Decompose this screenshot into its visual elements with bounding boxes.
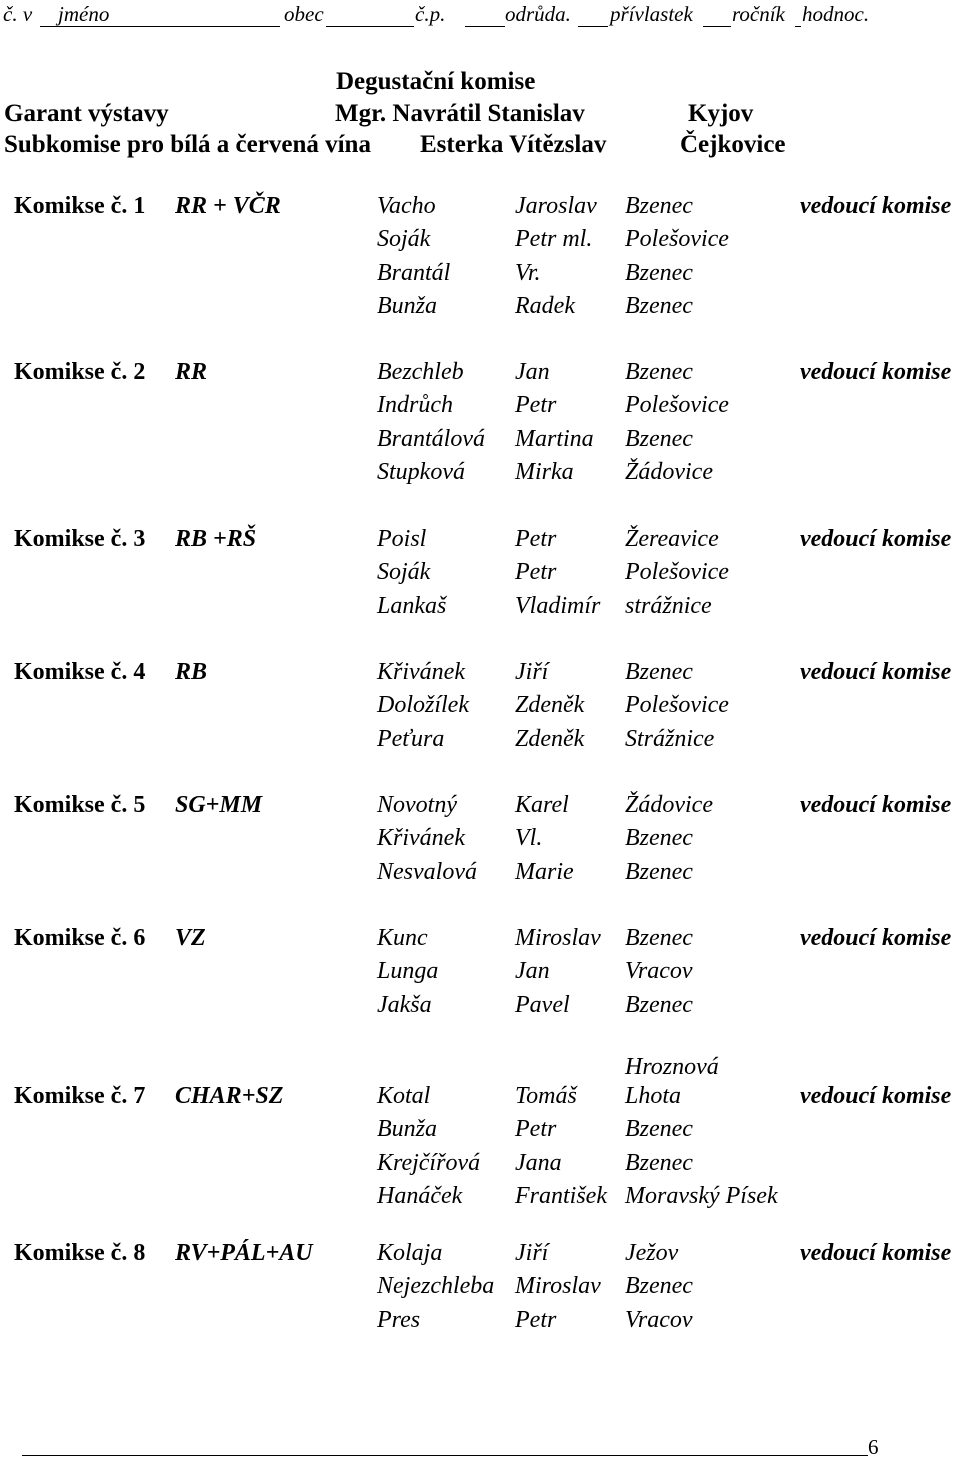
commission-type: VZ (175, 925, 206, 951)
garant-name: Mgr. Navrátil Stanislav (335, 100, 585, 127)
commission-type: RV+PÁL+AU (175, 1240, 313, 1266)
member-place: Polešovice (625, 226, 729, 253)
commission-type: RR + VČR (175, 193, 281, 219)
member-surname: Hanáček (377, 1183, 463, 1210)
member-surname: Peťura (377, 725, 445, 752)
member-role: vedoucí komise (800, 1083, 952, 1109)
commission-type: SG+MM (175, 792, 263, 818)
member-first-name: Miroslav (515, 1273, 601, 1300)
member-surname: Křivánek (377, 825, 465, 852)
member-first-name: Karel (515, 792, 569, 818)
member-first-name: Petr (515, 392, 557, 419)
member-place: Ježov (625, 1240, 679, 1266)
member-surname: Nesvalová (377, 858, 477, 885)
member-first-name: Zdeněk (515, 725, 585, 752)
member-surname: Brantál (377, 259, 451, 286)
member-surname: Stupková (377, 459, 465, 486)
member-first-name: Radek (515, 293, 575, 320)
member-first-name: Martina (515, 425, 594, 452)
subcommission-label: Subkomise pro bílá a červená vína (4, 131, 371, 158)
commission-label: Komikse č. 2 (14, 359, 146, 385)
member-surname: Poisl (377, 526, 427, 552)
member-surname: Bunža (377, 1116, 437, 1143)
header-field-cv: č. v (3, 2, 33, 26)
subcommission-name: Esterka Vítězslav (420, 131, 607, 158)
member-first-name: Vr. (515, 259, 541, 286)
member-first-name: Jan (515, 359, 550, 385)
commission-type: CHAR+SZ (175, 1083, 284, 1109)
member-surname: Vacho (377, 193, 436, 219)
member-role: vedoucí komise (800, 925, 952, 951)
member-surname: Novotný (377, 792, 457, 818)
member-place: Žereavice (625, 526, 719, 552)
commission-label: Komikse č. 3 (14, 526, 146, 552)
member-place: Vracov (625, 1306, 693, 1333)
member-first-name: František (515, 1183, 607, 1210)
member-surname: Pres (377, 1306, 421, 1333)
garant-label: Garant výstavy (4, 100, 169, 127)
commission-label: Komikse č. 4 (14, 659, 146, 685)
header-blank (578, 26, 608, 27)
header-blank (40, 26, 280, 27)
page-number: 6 (868, 1435, 879, 1459)
header-blank (703, 26, 731, 27)
member-surname: Brantálová (377, 425, 485, 452)
member-first-name: Marie (515, 858, 574, 885)
member-surname: Kolaja (377, 1240, 443, 1266)
member-place: Vracov (625, 958, 693, 985)
commission-type: RB (175, 659, 208, 685)
member-role: vedoucí komise (800, 659, 952, 685)
header-field-jmeno: jméno (58, 2, 110, 26)
member-first-name: Petr ml. (515, 226, 593, 253)
member-first-name: Mirka (515, 459, 574, 486)
member-first-name: Jan (515, 958, 550, 985)
member-place: Bzenec (625, 193, 693, 219)
header-field-rocnik: ročník (732, 2, 785, 26)
member-first-name: Jiří (515, 659, 549, 685)
member-place: Bzenec (625, 1273, 693, 1300)
commission-type: RB +RŠ (175, 526, 257, 552)
member-role: vedoucí komise (800, 792, 952, 818)
member-place: Bzenec (625, 991, 693, 1018)
commission-type: RR (175, 359, 208, 385)
commission-label: Komikse č. 5 (14, 792, 146, 818)
commission-label: Komikse č. 6 (14, 925, 146, 951)
header-field-obec: obec (284, 2, 324, 26)
member-place: Moravský Písek (625, 1183, 778, 1210)
member-place: Polešovice (625, 559, 729, 586)
member-surname: Bunža (377, 293, 437, 320)
header-blank (465, 26, 505, 27)
member-surname: Křivánek (377, 659, 465, 685)
member-first-name: Tomáš (515, 1083, 577, 1109)
member-surname: Indrůch (377, 392, 453, 419)
member-place: Bzenec (625, 1116, 693, 1143)
member-place: Bzenec (625, 1149, 693, 1176)
header-field-cp: č.p. (415, 2, 446, 26)
member-place: Bzenec (625, 359, 693, 385)
header-field-privlastek: přívlastek (610, 2, 693, 26)
member-place: Žádovice (625, 459, 713, 486)
member-place: Bzenec (625, 259, 693, 286)
member-place: Žádovice (625, 792, 713, 818)
header-field-hodnoc: hodnoc. (802, 2, 870, 26)
footer-line (22, 1455, 868, 1456)
member-place: Bzenec (625, 293, 693, 320)
member-role: vedoucí komise (800, 1240, 952, 1266)
member-place: Bzenec (625, 825, 693, 852)
member-first-name: Petr (515, 1306, 557, 1333)
header-field-odruda: odrůda. (505, 2, 571, 26)
commission-label: Komikse č. 7 (14, 1083, 146, 1109)
member-surname: Doložílek (377, 692, 469, 719)
member-surname: Bezchleb (377, 359, 464, 385)
member-role: vedoucí komise (800, 526, 952, 552)
member-surname: Krejčířová (377, 1149, 481, 1176)
member-first-name: Jiří (515, 1240, 549, 1266)
member-first-name: Petr (515, 559, 557, 586)
member-first-name: Jaroslav (515, 193, 597, 219)
member-surname: Kunc (377, 925, 428, 951)
member-first-name: Petr (515, 1116, 557, 1143)
member-first-name: Zdeněk (515, 692, 585, 719)
header-blank (795, 26, 801, 27)
member-surname: Lankaš (377, 592, 447, 619)
member-surname: Lunga (377, 958, 439, 985)
commission-label: Komikse č. 8 (14, 1240, 146, 1266)
member-first-name: Vladimír (515, 592, 601, 619)
header-blank (326, 26, 414, 27)
commission-label: Komikse č. 1 (14, 193, 146, 219)
member-first-name: Petr (515, 526, 557, 552)
member-place: Strážnice (625, 725, 715, 752)
subcommission-place: Čejkovice (680, 131, 786, 158)
member-place: strážnice (625, 592, 712, 619)
member-surname: Soják (377, 226, 431, 253)
member-place: Polešovice (625, 392, 729, 419)
member-surname: Jakša (377, 991, 432, 1018)
member-place: Bzenec (625, 925, 693, 951)
member-first-name: Vl. (515, 825, 543, 852)
member-surname: Kotal (377, 1083, 431, 1109)
member-first-name: Pavel (515, 991, 570, 1018)
member-place: Lhota (625, 1083, 682, 1109)
garant-place: Kyjov (688, 100, 754, 127)
member-role: vedoucí komise (800, 359, 952, 385)
member-role: vedoucí komise (800, 193, 952, 219)
member-place: Polešovice (625, 692, 729, 719)
member-place: Bzenec (625, 858, 693, 885)
member-place: Bzenec (625, 659, 693, 685)
member-first-name: Jana (515, 1149, 562, 1176)
member-surname: Nejezchleba (377, 1273, 495, 1300)
member-first-name: Miroslav (515, 925, 601, 951)
member-place: Bzenec (625, 425, 693, 452)
page-title: Degustační komise (336, 68, 536, 95)
member-surname: Soják (377, 559, 431, 586)
member-place-line1: Hroznová (625, 1054, 719, 1080)
